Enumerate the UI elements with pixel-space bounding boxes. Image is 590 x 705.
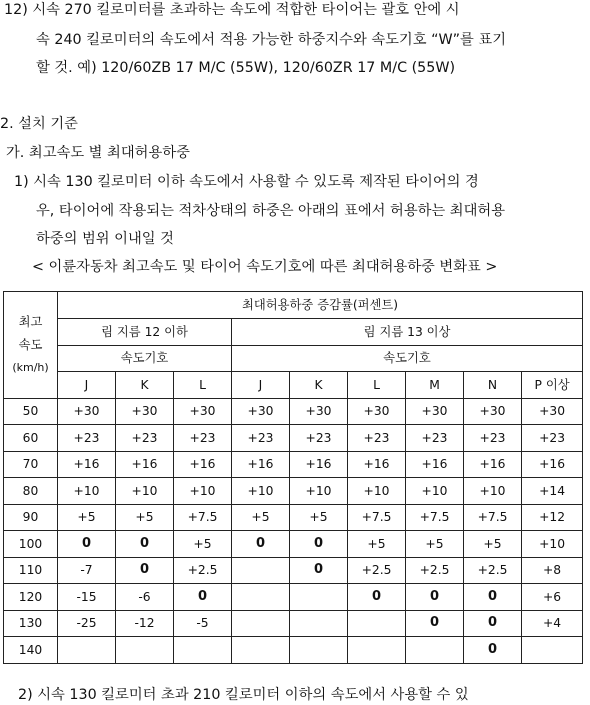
symbol-a-1: K [116, 372, 174, 399]
value-cell: +23 [58, 425, 116, 452]
value-cell [232, 557, 290, 584]
value-cell [290, 584, 348, 611]
value-cell: +5 [464, 531, 522, 558]
value-cell [232, 637, 290, 664]
value-cell: +23 [522, 425, 583, 452]
paragraph-12-line-1: 12) 시속 270 킬로미터를 초과하는 속도에 적합한 타이어는 괄호 안에 시 [4, 2, 460, 18]
value-cell: -25 [58, 610, 116, 637]
value-cell: +12 [522, 504, 583, 531]
value-cell: +10 [522, 531, 583, 558]
value-cell [406, 637, 464, 664]
table-row [4, 504, 583, 531]
paragraph-12-line-2: 속 240 킬로미터의 속도에서 적용 가능한 하중지수와 속도기호 “W”를 표기 [36, 32, 507, 48]
value-cell: +5 [174, 531, 232, 558]
value-cell: +2.5 [406, 557, 464, 584]
value-cell: -12 [116, 610, 174, 637]
speed-header-line-1: 최고 [18, 314, 43, 329]
subsection-heading-ga: 가. 최고속도 별 최대허용하중 [6, 145, 190, 161]
value-cell [290, 610, 348, 637]
item-2-line-1: 2) 시속 130 킬로미터 초과 210 킬로미터 이하의 속도에서 사용할 수 있 [18, 687, 469, 703]
value-cell: +2.5 [174, 557, 232, 584]
symbol-row [4, 372, 583, 399]
value-cell: +10 [406, 478, 464, 505]
value-cell: -7 [58, 557, 116, 584]
value-cell: 0 [464, 610, 522, 637]
value-cell: +23 [174, 425, 232, 452]
value-cell: +10 [116, 478, 174, 505]
symbol-a-2: L [174, 372, 232, 399]
value-cell: +8 [522, 557, 583, 584]
value-cell: +30 [464, 398, 522, 425]
symbol-a-0: J [58, 372, 116, 399]
value-cell: +23 [116, 425, 174, 452]
table-row [4, 398, 583, 425]
main-header: 최대허용하중 증감률(퍼센트) [58, 292, 583, 319]
item-1-line-1: 1) 시속 130 킬로미터 이하 속도에서 사용할 수 있도록 제작된 타이어의 경 [14, 174, 479, 190]
value-cell: +30 [174, 398, 232, 425]
value-cell: 0 [232, 531, 290, 558]
value-cell: 0 [348, 584, 406, 611]
table-row [4, 637, 583, 664]
value-cell [232, 610, 290, 637]
value-cell: +10 [232, 478, 290, 505]
value-cell: +6 [522, 584, 583, 611]
speed-cell: 90 [4, 504, 58, 531]
value-cell: -6 [116, 584, 174, 611]
speed-cell: 50 [4, 398, 58, 425]
value-cell: 0 [290, 557, 348, 584]
value-cell: 0 [464, 637, 522, 664]
value-cell: +5 [116, 504, 174, 531]
value-cell: +16 [406, 451, 464, 478]
table-row [4, 531, 583, 558]
value-cell: 0 [116, 531, 174, 558]
value-cell [116, 637, 174, 664]
value-cell: 0 [58, 531, 116, 558]
value-cell: +30 [232, 398, 290, 425]
speed-header-line-2: 속도 [18, 337, 43, 352]
table-row [4, 610, 583, 637]
paragraph-12-line-3: 할 것. 예) 120/60ZB 17 M/C (55W), 120/60ZR 17 M/C (55W) [36, 60, 456, 76]
value-cell: -15 [58, 584, 116, 611]
value-cell: +16 [232, 451, 290, 478]
value-cell: +23 [464, 425, 522, 452]
value-cell [232, 584, 290, 611]
value-cell: 0 [290, 531, 348, 558]
value-cell: +2.5 [348, 557, 406, 584]
value-cell: +30 [290, 398, 348, 425]
value-cell: +16 [464, 451, 522, 478]
value-cell: 0 [406, 584, 464, 611]
value-cell: +7.5 [348, 504, 406, 531]
value-cell: +30 [522, 398, 583, 425]
speed-cell: 100 [4, 531, 58, 558]
value-cell [58, 637, 116, 664]
table-row [4, 557, 583, 584]
speed-symbol-header-b: 속도기호 [232, 345, 583, 372]
load-variation-table [3, 291, 583, 664]
value-cell [522, 637, 583, 664]
value-cell: +10 [58, 478, 116, 505]
symbol-b-1: K [290, 372, 348, 399]
speed-header-cell [4, 292, 58, 399]
value-cell: +30 [116, 398, 174, 425]
value-cell: +14 [522, 478, 583, 505]
speed-cell: 80 [4, 478, 58, 505]
value-cell: +7.5 [464, 504, 522, 531]
value-cell: +2.5 [464, 557, 522, 584]
value-cell: +16 [174, 451, 232, 478]
symbol-b-0: J [232, 372, 290, 399]
value-cell: +23 [348, 425, 406, 452]
value-cell: +30 [58, 398, 116, 425]
speed-cell: 140 [4, 637, 58, 664]
value-cell: +7.5 [174, 504, 232, 531]
value-cell: 0 [116, 557, 174, 584]
value-cell: +5 [58, 504, 116, 531]
speed-cell: 130 [4, 610, 58, 637]
table-row [4, 478, 583, 505]
value-cell: +16 [522, 451, 583, 478]
group-header-rim-13: 림 지름 13 이상 [232, 319, 583, 346]
table-caption: < 이륜자동차 최고속도 및 타이어 속도기호에 따른 최대허용하중 변화표 > [32, 259, 498, 275]
speed-cell: 70 [4, 451, 58, 478]
table-row [4, 425, 583, 452]
value-cell: +7.5 [406, 504, 464, 531]
value-cell: +16 [348, 451, 406, 478]
value-cell [348, 637, 406, 664]
value-cell: +10 [464, 478, 522, 505]
speed-cell: 110 [4, 557, 58, 584]
symbol-b-5: P 이상 [522, 372, 583, 399]
value-cell: +16 [116, 451, 174, 478]
table-body [4, 398, 583, 663]
item-1-line-3: 하중의 범위 이내일 것 [36, 231, 174, 247]
value-cell: +23 [232, 425, 290, 452]
value-cell: +10 [290, 478, 348, 505]
value-cell: 0 [174, 584, 232, 611]
value-cell: +5 [348, 531, 406, 558]
value-cell: +10 [348, 478, 406, 505]
value-cell: +30 [348, 398, 406, 425]
section-heading-2: 2. 설치 기준 [0, 116, 78, 132]
value-cell [174, 637, 232, 664]
value-cell: +30 [406, 398, 464, 425]
value-cell: -5 [174, 610, 232, 637]
speed-cell: 60 [4, 425, 58, 452]
value-cell: +23 [406, 425, 464, 452]
group-header-rim-12: 림 지름 12 이하 [58, 319, 232, 346]
symbol-b-3: M [406, 372, 464, 399]
value-cell: +4 [522, 610, 583, 637]
value-cell: 0 [406, 610, 464, 637]
speed-symbol-header-a: 속도기호 [58, 345, 232, 372]
item-1-line-2: 우, 타이어에 작용되는 적차상태의 하중은 아래의 표에서 허용하는 최대허용 [36, 203, 506, 219]
value-cell: 0 [464, 584, 522, 611]
symbol-b-4: N [464, 372, 522, 399]
speed-cell: 120 [4, 584, 58, 611]
value-cell: +16 [58, 451, 116, 478]
speed-header-unit: (km/h) [12, 360, 49, 374]
value-cell: +5 [290, 504, 348, 531]
value-cell [290, 637, 348, 664]
value-cell [348, 610, 406, 637]
value-cell: +5 [232, 504, 290, 531]
symbol-b-2: L [348, 372, 406, 399]
value-cell: +5 [406, 531, 464, 558]
table-row [4, 584, 583, 611]
value-cell: +16 [290, 451, 348, 478]
table-row [4, 451, 583, 478]
value-cell: +23 [290, 425, 348, 452]
value-cell: +10 [174, 478, 232, 505]
